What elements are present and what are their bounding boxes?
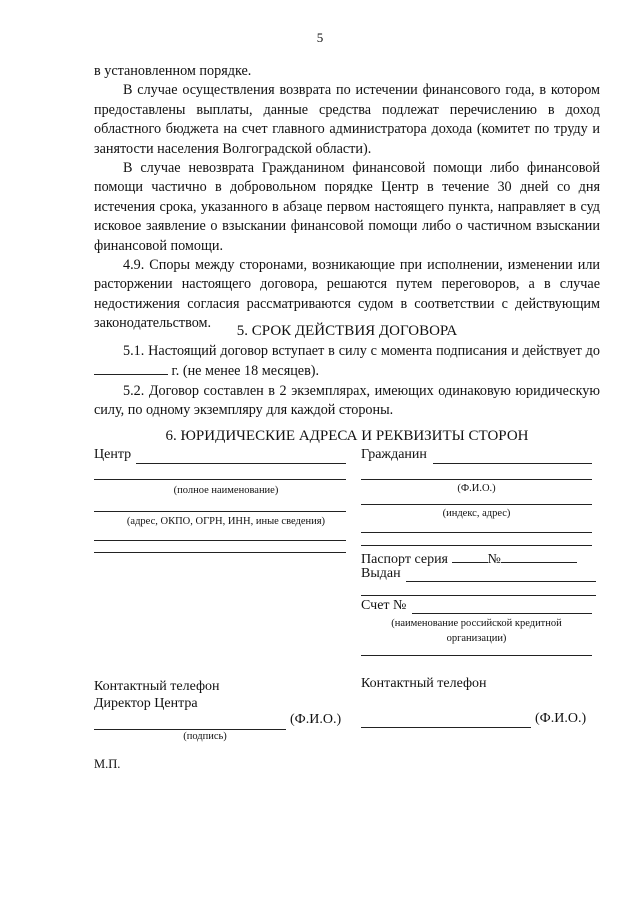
- end-date-blank[interactable]: [94, 361, 168, 375]
- passport-series-label: Паспорт серия: [361, 552, 448, 567]
- passport-series-blank[interactable]: [452, 549, 488, 563]
- signature-caption: (подпись): [183, 731, 227, 742]
- citizen-address-line-1[interactable]: [361, 504, 592, 505]
- left-phone-label: Контактный телефон: [94, 679, 220, 694]
- issued-line-2[interactable]: [361, 595, 596, 596]
- stamp-label: М.П.: [94, 757, 121, 771]
- section-5-title: 5. СРОК ДЕЙСТВИЯ ДОГОВОРА: [236, 323, 458, 339]
- full-name-caption: (полное наименование): [173, 485, 279, 496]
- page-number: 5: [316, 30, 324, 45]
- citizen-name-line-2[interactable]: [361, 479, 592, 480]
- center-details-line-2[interactable]: [94, 552, 346, 553]
- paragraph-non-return: В случае невозврата Гражданином финансовой помощи либо финансовой помощи частично в добровольном порядке Центр в течение 30 дней со дня истечения срока, указанного в абзаце первом настоящего пункта, направляет в суд исковое заявление о взыскании финансовой помощи либо о частичном взыскании финансовой помощи.: [94, 160, 600, 254]
- citizen-address-line-3[interactable]: [361, 545, 592, 546]
- citizen-fio-label: (Ф.И.О.): [535, 711, 587, 726]
- citizen-name-line[interactable]: [433, 463, 592, 464]
- account-line[interactable]: [412, 613, 592, 614]
- index-address-caption: (индекс, адрес): [442, 508, 511, 519]
- paragraph-return-after-fiscal-year: В случае осуществления возврата по истечении финансового года, в котором предоставлены выплаты, данные средства подлежат перечислению в доход областного бюджета на счет главного администратора дохода (комитет по труду и занятости населения Волгоградской области).: [94, 82, 600, 157]
- body-text-block: [94, 62, 600, 334]
- passport-number-label: №: [487, 552, 501, 567]
- bank-name-line[interactable]: [361, 655, 592, 656]
- citizen-label: Гражданин: [361, 447, 427, 462]
- center-details-line-1[interactable]: [94, 540, 346, 541]
- citizen-fio-caption: (Ф.И.О.): [457, 483, 496, 494]
- citizen-signature-line[interactable]: [361, 727, 531, 728]
- account-label: Счет №: [361, 598, 407, 613]
- director-fio-label: (Ф.И.О.): [290, 712, 342, 727]
- center-name-line[interactable]: [136, 463, 346, 464]
- center-name-line-2[interactable]: [94, 479, 346, 480]
- paragraph-5-1-start: 5.1. Настоящий договор вступает в силу с момента подписания и действует до: [123, 343, 600, 359]
- paragraph-5-1-end: г. (не менее 18 месяцев).: [171, 363, 320, 380]
- passport-number-blank[interactable]: [501, 549, 577, 563]
- paragraph-continuation: в установленном порядке.: [94, 63, 252, 79]
- address-caption: (адрес, ОКПО, ОГРН, ИНН, иные сведения): [126, 516, 326, 527]
- paragraph-4-9-disputes: 4.9. Споры между сторонами, возникающие при исполнении, изменении или расторжении настоящего договора, решаются путем переговоров, а в случае недостижения согласия рассматриваются судом в соответствии с действующим законодательством.: [94, 257, 600, 332]
- center-label: Центр: [94, 447, 132, 462]
- paragraph-5-1: [94, 342, 600, 382]
- citizen-address-line-2[interactable]: [361, 532, 592, 533]
- section-5-body: [94, 342, 600, 421]
- issued-label: Выдан: [361, 566, 401, 581]
- issued-line[interactable]: [406, 581, 596, 582]
- director-signature-line[interactable]: [94, 729, 286, 730]
- right-phone-label: Контактный телефон: [361, 676, 487, 691]
- paragraph-5-2: 5.2. Договор составлен в 2 экземплярах, имеющих одинаковую юридическую силу, по одному экземпляру для каждой стороны.: [94, 382, 600, 419]
- bank-caption: (наименование российской кредитной организации): [391, 618, 562, 644]
- section-6-title: 6. ЮРИДИЧЕСКИЕ АДРЕСА И РЕКВИЗИТЫ СТОРОН: [165, 428, 529, 444]
- center-address-line[interactable]: [94, 511, 346, 512]
- director-label: Директор Центра: [94, 696, 198, 711]
